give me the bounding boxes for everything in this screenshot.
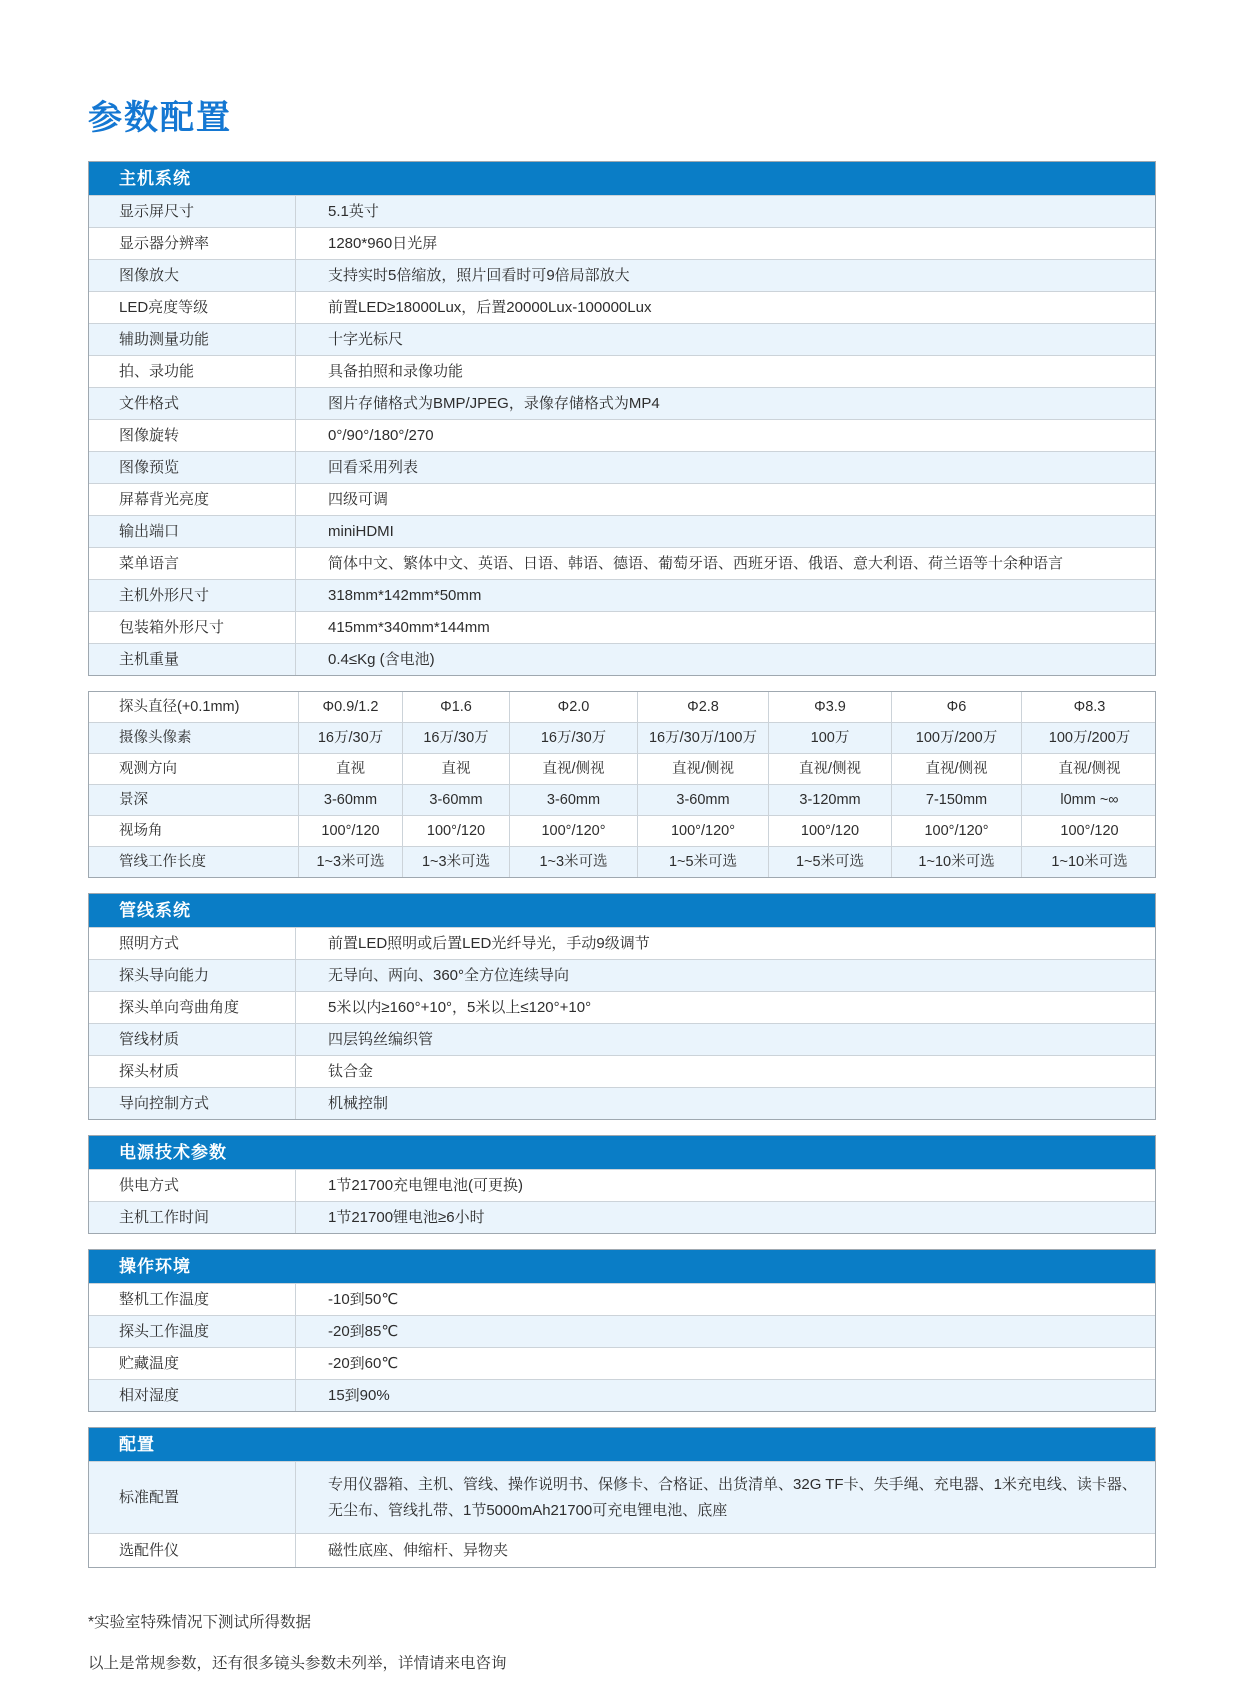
row-label: 相对湿度 [119,1387,180,1404]
row-value: 0.4≤Kg (含电池) [295,644,1155,675]
row-value: -20到85℃ [295,1316,1155,1347]
power-parameters-table [89,1169,1155,1233]
table-row [89,291,1155,323]
host-system-table [89,195,1155,675]
row-value: Φ6 [891,692,1021,722]
section-header-bar [89,1250,1155,1283]
row-value: miniHDMI [295,516,1155,547]
row-value: 直视 [402,754,509,784]
row-label: 选配件仪 [119,1542,180,1559]
row-value: 1节21700锂电池≥6小时 [295,1202,1155,1233]
section-header-bar [89,162,1155,195]
row-value: 1280*960日光屏 [295,228,1155,259]
table-row [89,815,1155,846]
row-label: 观测方向 [119,760,177,777]
row-label: 标准配置 [119,1488,180,1506]
row-value: 100°/120 [298,816,402,846]
row-value: 无导向、两向、360°全方位连续导向 [295,960,1155,991]
row-value: 7-150mm [891,785,1021,815]
table-row [89,1461,1155,1533]
section-title: 管线系统 [119,901,191,920]
row-value: 直视 [298,754,402,784]
row-label: 辅助测量功能 [119,331,210,348]
row-value: Φ2.8 [637,692,768,722]
pipeline-system-table [89,927,1155,1119]
row-value: 具备拍照和录像功能 [295,356,1155,387]
row-value: 1~3米可选 [402,847,509,877]
row-value: l0mm ~∞ [1021,785,1157,815]
row-value: 0°/90°/180°/270 [295,420,1155,451]
section-host-system [88,161,1156,676]
row-value: 3-60mm [298,785,402,815]
row-value: 1~3米可选 [298,847,402,877]
table-row [89,1201,1155,1233]
row-label: 图像旋转 [119,427,180,444]
section-title: 主机系统 [119,169,191,188]
table-row [89,195,1155,227]
row-label: 景深 [119,791,148,808]
section-title: 配置 [119,1435,155,1454]
table-row [89,451,1155,483]
row-value: 机械控制 [295,1088,1155,1119]
section-configuration [88,1427,1156,1568]
row-value: 前置LED照明或后置LED光纤导光，手动9级调节 [295,928,1155,959]
row-value: 1~10米可选 [891,847,1021,877]
row-value: 四级可调 [295,484,1155,515]
row-value: 1~5米可选 [768,847,891,877]
row-value: 3-60mm [637,785,768,815]
row-value: Φ8.3 [1021,692,1157,722]
table-row [89,753,1155,784]
row-label: 输出端口 [119,523,180,540]
row-value: 3-120mm [768,785,891,815]
row-value: 直视/侧视 [509,754,637,784]
row-label: 照明方式 [119,935,180,952]
row-label: 管线材质 [119,1031,180,1048]
table-row [89,1169,1155,1201]
row-value: -10到50℃ [295,1284,1155,1315]
row-value: 专用仪器箱、主机、管线、操作说明书、保修卡、合格证、出货清单、32G TF卡、失手绳、充电器、1米充电线、读卡器、无尘布、管线扎带、1节5000mAh21700可充电锂电池、底座 [295,1462,1155,1533]
table-row [89,579,1155,611]
row-value: 四层钨丝编织管 [295,1024,1155,1055]
table-row [89,483,1155,515]
section-operating-environment [88,1249,1156,1412]
section-probe-matrix [88,691,1156,878]
row-label: 拍、录功能 [119,363,195,380]
row-value: Φ1.6 [402,692,509,722]
row-label: 探头材质 [119,1063,180,1080]
table-row [89,547,1155,579]
row-value: 16万/30万 [509,723,637,753]
row-label: 整机工作温度 [119,1291,210,1308]
row-label: 探头直径(+0.1mm) [119,698,240,715]
row-value: 415mm*340mm*144mm [295,612,1155,643]
row-label: 屏幕背光亮度 [119,491,210,508]
row-value: 100°/120 [1021,816,1157,846]
row-label: 视场角 [119,822,163,839]
row-value: 十字光标尺 [295,324,1155,355]
footnotes [88,1610,1156,1673]
probe-diameter-table [89,692,1155,877]
table-row [89,1379,1155,1411]
row-value: 16万/30万/100万 [637,723,768,753]
operating-environment-table [89,1283,1155,1411]
table-row [89,991,1155,1023]
row-label: 主机外形尺寸 [119,587,210,604]
row-value: 直视/侧视 [768,754,891,784]
table-row [89,1315,1155,1347]
table-row [89,692,1155,722]
row-value: 100万 [768,723,891,753]
row-value: 100°/120° [509,816,637,846]
row-value: 318mm*142mm*50mm [295,580,1155,611]
row-label: 贮藏温度 [119,1355,180,1372]
row-value: 图片存储格式为BMP/JPEG，录像存储格式为MP4 [295,388,1155,419]
row-value: 16万/30万 [298,723,402,753]
row-label: 探头工作温度 [119,1323,210,1340]
row-label: 主机工作时间 [119,1209,210,1226]
row-value: 5.1英寸 [295,196,1155,227]
row-label: 探头导向能力 [119,967,210,984]
row-label: 显示屏尺寸 [119,203,195,220]
section-header-bar [89,894,1155,927]
footnote-lab-data: *实验室特殊情况下测试所得数据 [88,1614,312,1631]
row-value: 前置LED≥18000Lux，后置20000Lux-100000Lux [295,292,1155,323]
table-row [89,1283,1155,1315]
section-power-parameters [88,1135,1156,1234]
section-title: 操作环境 [119,1257,191,1276]
row-value: 1节21700充电锂电池(可更换) [295,1170,1155,1201]
table-row [89,227,1155,259]
table-row [89,1055,1155,1087]
row-value: 3-60mm [509,785,637,815]
row-label: 探头单向弯曲角度 [119,999,240,1016]
row-value: 简体中文、繁体中文、英语、日语、韩语、德语、葡萄牙语、西班牙语、俄语、意大利语、荷兰语等十余种语言 [295,548,1155,579]
table-row [89,611,1155,643]
row-value: 直视/侧视 [637,754,768,784]
configuration-table [89,1461,1155,1567]
row-label: 显示器分辨率 [119,235,210,252]
row-value: 100°/120° [891,816,1021,846]
section-header-bar [89,1136,1155,1169]
row-value: 100°/120 [402,816,509,846]
row-label: 图像预览 [119,459,180,476]
row-value: -20到60℃ [295,1348,1155,1379]
table-row [89,1533,1155,1567]
table-row [89,515,1155,547]
table-row [89,959,1155,991]
section-pipeline-system [88,893,1156,1120]
row-value: 100°/120° [637,816,768,846]
row-value: 钛合金 [295,1056,1155,1087]
table-row [89,355,1155,387]
row-label: 摄像头像素 [119,729,192,746]
table-row [89,1087,1155,1119]
row-value: 15到90% [295,1380,1155,1411]
row-value: 回看采用列表 [295,452,1155,483]
row-label: 管线工作长度 [119,853,206,870]
row-value: 支持实时5倍缩放，照片回看时可9倍局部放大 [295,260,1155,291]
section-title: 电源技术参数 [119,1143,227,1162]
row-value: 100°/120 [768,816,891,846]
row-value: 直视/侧视 [1021,754,1157,784]
row-label: 供电方式 [119,1177,180,1194]
row-value: 5米以内≥160°+10°，5米以上≤120°+10° [295,992,1155,1023]
row-label: 导向控制方式 [119,1095,210,1112]
table-row [89,419,1155,451]
row-value: 直视/侧视 [891,754,1021,784]
table-row [89,387,1155,419]
table-row [89,259,1155,291]
row-value: 3-60mm [402,785,509,815]
row-value: Φ0.9/1.2 [298,692,402,722]
row-label: 图像放大 [119,267,180,284]
row-label: LED亮度等级 [119,299,209,316]
row-value: 1~10米可选 [1021,847,1157,877]
table-row [89,1347,1155,1379]
table-row [89,784,1155,815]
page-title: 参数配置 [88,99,232,137]
row-value: 16万/30万 [402,723,509,753]
row-label: 菜单语言 [119,555,180,572]
row-label: 文件格式 [119,395,180,412]
table-row [89,643,1155,675]
table-row [89,927,1155,959]
table-row [89,1023,1155,1055]
row-value: 100万/200万 [1021,723,1157,753]
row-value: Φ2.0 [509,692,637,722]
section-header-bar [89,1428,1155,1461]
footnote-contact: 以上是常规参数，还有很多镜头参数未列举，详情请来电咨询 [88,1655,507,1672]
row-label: 包装箱外形尺寸 [119,619,225,636]
table-row [89,846,1155,877]
row-label: 主机重量 [119,651,180,668]
table-row [89,722,1155,753]
table-row [89,323,1155,355]
row-value: 磁性底座、伸缩杆、异物夹 [295,1534,1155,1567]
row-value: 1~3米可选 [509,847,637,877]
row-value: Φ3.9 [768,692,891,722]
row-value: 1~5米可选 [637,847,768,877]
row-value: 100万/200万 [891,723,1021,753]
